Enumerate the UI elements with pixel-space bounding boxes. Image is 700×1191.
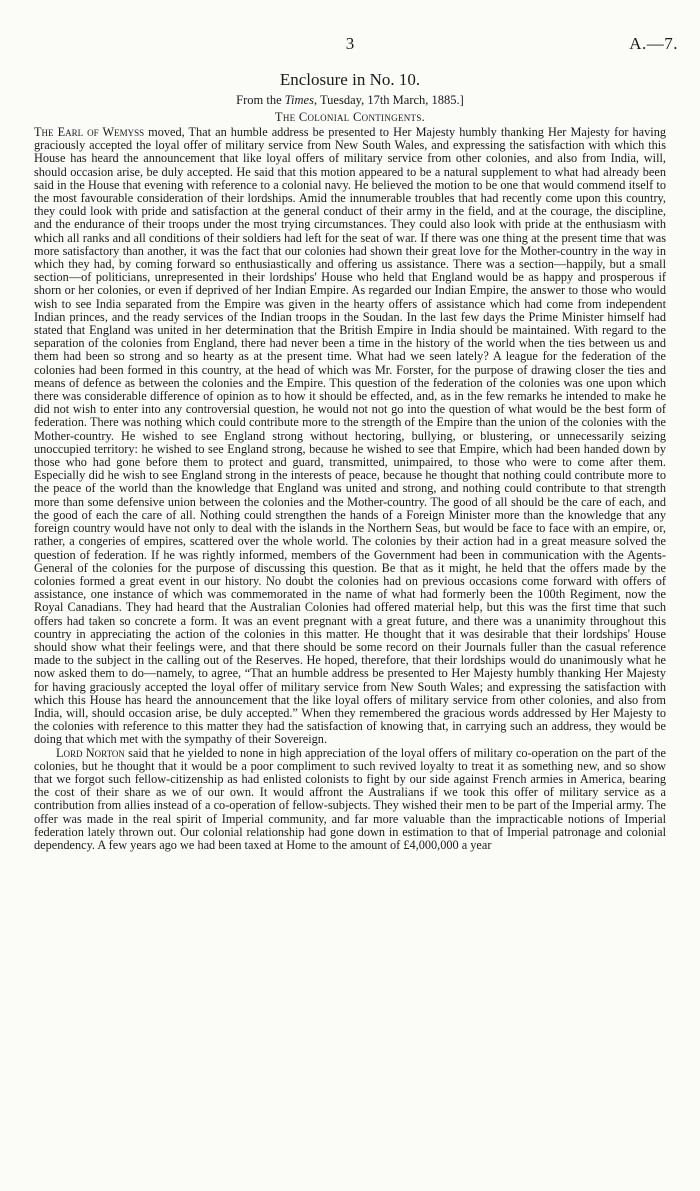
speaker-name: The Earl of Wemyss: [34, 125, 145, 139]
source-newspaper: Times: [284, 93, 314, 107]
source-prefix: From the: [236, 93, 285, 107]
page-number: 3: [345, 34, 355, 53]
paragraph-norton: [34, 747, 666, 853]
source-suffix: , Tuesday, 17th March, 1885.]: [313, 93, 464, 107]
enclosure-title: Enclosure in No. 10.: [279, 70, 421, 89]
speaker-name: Lord Norton: [56, 745, 125, 760]
article-subheading: The Colonial Contingents.: [274, 110, 426, 124]
source-line: [0, 93, 700, 108]
paragraph-text: moved, That an humble address be presented to Her Majesty humbly thanking Her Majesty for having graciously accepted the loyal offer of military service from New South Wales, and expressing the satisfaction with which this House has heard the announcement that like loyal offers of military service from other colonies, and also from India, will, should occasion arise, be duly accepted. He said that this motion appeared to be a natural supplement to what had already been said in the House that evening with reference to a colonial navy. He believed the motion to be one that would commend itself to the most favourable consideration of their lordships. Amid the innumerable troubles that had recently come upon this country, they could look with pride and satisfaction at the general conduct of their army in the field, and at the courage, the discipline, and the endurance of their troops under the most trying circumstances. They could also look with pride at the enthusiasm with which all ranks and all conditions of their soldiers had left for the seat of war. If there was one thing at the present time that was more satisfactory than another, it was the fact that our colonies had shown their great love for the Mother-country in the way in which they had, by coming forward so enthusiastically and offering us assistance. There was a section—happily, but a small section—of politicians, unrepresented in their lordships' House who held that England would be as happy and prosperous if shorn or her colonies, or even if deprived of her Indian Empire. As regarded our Indian Empire, the answer to those who would wish to see India separated from the Empire was given in the hearty offers of assistance which had come from independent Indian princes, and the ready services of the Indian troops in the Soudan. In the last few days the Prime Minister himself had stated that England was united in her determination that the British Empire in India should be maintained. With regard to the separation of the colonies from England, there had never been a time in the history of the world when the ties between us and them had been so strong and so hearty as at the present time. What had we seen lately? A league for the federation of the colonies had been formed in this country, at the head of which was Mr. Forster, for the purpose of drawing closer the ties and means of defence as between the colonies and the Empire. This question of the federation of the colonies was one upon which there was considerable difference of opinion as to how it should be effected, and, as in the few remarks he intended to make he did not wish to enter into any controversial question, he would not not go into the question of what would be the best form of federation. There was nothing which could contribute more to the strength of the Empire than the union of the colonies with the Mother-country. He wished to see England strong without hectoring, bullying, or blustering, or unnecessarily seizing unoccupied territory: he wished to see England strong, because he wished to see that Empire, which had been handed down by those who had gone before them to protect and guard, transmitted, unimpaired, to those who were to come after them. Especially did he wish to see England strong in the interests of peace, because he thought that nothing could contribute more to the peace of the world than the knowledge that England was united and strong, and nothing could contribute to that strength more than some defensive union between the colonies and the Mother-country. The good of all should be the care of each, and the good of each the care of all. Nothing could strengthen the hands of a Foreign Minister more than the knowledge that any foreign country would have not only to deal with the islands in the Northern Seas, but would be face to face with an empire, or, rather, a congeries of empires, scattered over the whole world. The colonies by their action had in a great measure solved the question of federation. If he was rightly informed, members of the Government had been in communication with the Agents-General of the colonies for the purpose of discussing this question. Be that as it might, he held that the offers made by the colonies formed a great event in our history. No doubt the colonies had on previous occasions come forward with offers of assistance, one instance of which was commemorated in the name of what had formerly been the 100th Regiment, now the Royal Canadians. They had heard that the Australian Colonies had offered material help, but this was the first time that such offers had taken so concrete a form. It was an event pregnant with a great future, and there was a unanimity throughout this country in appreciating the action of the colonies in this matter. He thought that it was desirable that their lordships' House should show what their feelings were, and that there should be some record on their Journals fuller than the casual reference made to the subject in the calling out of the Reserves. He hoped, therefore, that their lordships would do unanimously what he now asked them to do—namely, to agree, “That an humble address be presented to Her Majesty humbly thanking Her Majesty for having graciously accepted the loyal offer of military service from New South Wales; and expressing the satisfaction with which this House has heard the announcement that the like loyal offers of military service from other colonies, and also from India, will, should occasion arise, be duly accepted.” When they remembered the gracious words addressed by Her Majesty to the colonies with reference to this matter they had the satisfaction of knowing that, in carrying such an address, they would be doing that which met with the sympathy of their Sovereign.: [34, 125, 666, 747]
article-body: [34, 126, 666, 852]
document-reference: A.—7.: [629, 34, 678, 53]
paragraph-text: said that he yielded to none in high appreciation of the loyal offers of military co-operation on the part of the colonies, but he thought that it would be a poor compliment to such revived loyalty to treat it as something new, and so show that we forgot such fellow-citizenship as had enlisted colonists to fight by our side against French armies in America, bearing the cost of their share as we of our own. It would affront the Australians if we took this offer of military service as a contribution from allies instead of a co-operation of fellow-subjects. They wished their men to be part of the Imperial army. The offer was made in the real spirit of Imperial community, and far more valuable than the impracticable notions of Imperial federation lately thrown out. Our colonial relationship had gone down in estimation to that of Imperial patronage and colonial dependency. A few years ago we had been taxed at Home to the amount of £4,000,000 a year: [34, 745, 666, 852]
paragraph-wemyss: [34, 126, 666, 747]
